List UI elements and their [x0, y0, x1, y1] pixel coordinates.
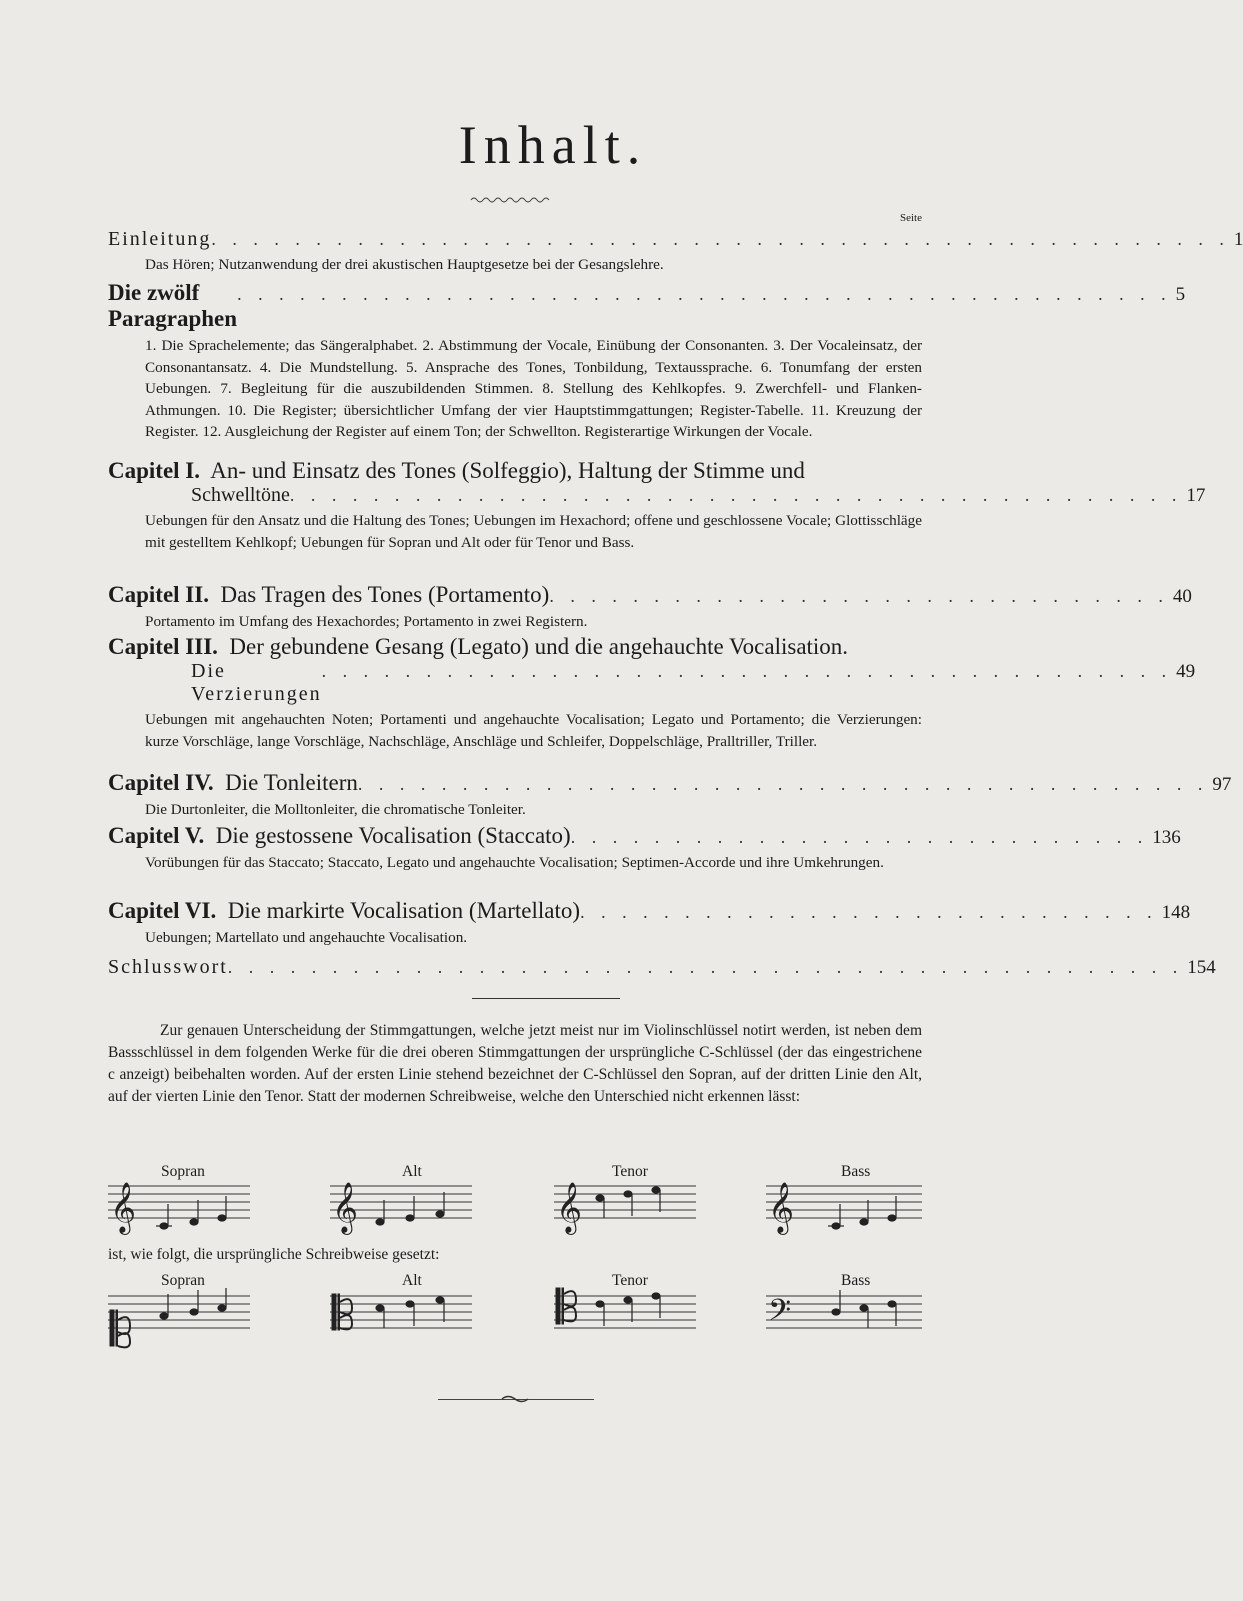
- voice-label-tenor-original: Tenor: [612, 1272, 648, 1289]
- toc-subtext: 1. Die Sprachelemente; das Sängeralphabet. 2. Abstimmung der Vocale, Einübung der Consonanten. 3. Der Vocaleinsatz, der Consonantansatz. 4. Die Mundstellung. 5. Ansprache des Tones, Tonbildung, Textaussprache. 6. Tonumfang der ersten Uebungen. 7. Begleitung für die auszubildenden Stimmen. 8. Stellung des Kehlkopfes. 9. Zwerchfell- und Flanken-Athmungen. 10. Die Register; übersichtlicher Umfang der vier Hauptstimmgattungen; Register-Tabelle. 11. Kreuzung der Register. 12. Ausgleichung der Register auf einem Ton; der Schwellton. Registerartige Wirkungen der Vocale.: [145, 337, 922, 440]
- transition-text: ist, wie folgt, die ursprüngliche Schreibweise gesetzt:: [108, 1246, 440, 1263]
- toc-lead: Capitel IV.: [108, 770, 214, 795]
- voice-label-alt: Alt: [402, 1163, 422, 1180]
- toc-page: 1: [1233, 229, 1243, 250]
- seite-label: Seite: [900, 212, 922, 224]
- toc-lead: Capitel III.: [108, 634, 218, 659]
- toc-page: 5: [1175, 284, 1186, 305]
- toc-entry-capitel-5: Capitel V. Die gestossene Vocalisation (Staccato) . . . . . . . . . . . . . . . . . . . . . . . . . . . . 136 Vorübungen für das Staccato; Staccato, Legato und angehauchte Vocalisation; Septimen-Accorde und ihre Umkehrungen.: [108, 823, 922, 874]
- toc-entry-capitel-1: Capitel I. An- und Einsatz des Tones (Solfeggio), Haltung der Stimme und Schwelltöne . . . . . . . . . . . . . . . . . . . . . . . . . . . . . . . . . . . . . . . . . . . 17 Uebungen für den Ansatz und die Haltung des Tones; Uebungen im Hexachord; offene und geschlossene Vocale; Glottisschläge mit gestelltem Kehlkopf; Uebungen für Sopran und Alt oder für Tenor und Bass.: [108, 458, 922, 553]
- toc-heading: An- und Einsatz des Tones (Solfeggio), Haltung der Stimme und: [210, 458, 805, 483]
- toc-lead: Capitel VI.: [108, 898, 217, 923]
- toc-page: 148: [1161, 902, 1191, 923]
- clef-paragraph: Zur genauen Unterscheidung der Stimmgattungen, welche jetzt meist nur im Violinschlüssel notirt werden, ist neben dem Bassschlüssel in dem folgenden Werke für die drei oberen Stimmgattungen der ursprüngliche C-Schlüssel (der das eingestrichene c anzeigt) beibehalten worden. Auf der ersten Linie stehend bezeichnet der C-Schlüssel den Sopran, auf der dritten Linie den Alt, auf der vierten Linie den Tenor. Statt der modernen Schreibweise, welche den Unterschied nicht erkennen lässt:: [108, 1022, 922, 1105]
- toc-lead: Capitel II.: [108, 582, 209, 607]
- toc-page: 154: [1187, 957, 1216, 978]
- toc-continuation: Die Verzierungen: [191, 660, 322, 705]
- toc-lead: Schlusswort: [108, 956, 228, 978]
- ornament-icon: [471, 195, 551, 205]
- toc-lead: Einleitung: [108, 228, 212, 250]
- voice-label-sopran-original: Sopran: [161, 1272, 205, 1289]
- toc-entry-capitel-3: Capitel III. Der gebundene Gesang (Legato) und die angehauchte Vocalisation. Die Verzierungen . . . . . . . . . . . . . . . . . . . . . . . . . . . . . . . . . . . . . . . . . 49 Uebungen mit angehauchten Noten; Portamenti und angehauchte Vocalisation; Legato und Portamento; die Verzierungen: kurze Vorschläge, lange Vorschläge, Nachschläge, Anschläge und Schleifer, Doppelschläge, Pralltriller, Triller.: [108, 634, 922, 752]
- toc-heading: Die Tonleitern: [225, 770, 358, 795]
- voice-label-sopran: Sopran: [161, 1163, 205, 1180]
- toc-page: 40: [1172, 586, 1192, 607]
- toc-subtext: Vorübungen für das Staccato; Staccato, Legato und angehauchte Vocalisation; Septimen-Accorde und ihre Umkehrungen.: [145, 854, 884, 871]
- toc-entry-capitel-6: Capitel VI. Die markirte Vocalisation (Martellato) . . . . . . . . . . . . . . . . . . . . . . . . . . . . 148 Uebungen; Martellato und angehauchte Vocalisation.: [108, 898, 922, 949]
- toc-subtext: Das Hören; Nutzanwendung der drei akustischen Hauptgesetze bei der Gesangslehre.: [145, 256, 664, 273]
- toc-heading: Der gebundene Gesang (Legato) und die angehauchte Vocalisation.: [229, 634, 849, 659]
- svg-text:𝄞: 𝄞: [768, 1182, 795, 1233]
- toc-lead: Capitel I.: [108, 458, 200, 483]
- toc-page: 136: [1152, 827, 1181, 848]
- toc-entry-capitel-4: Capitel IV. Die Tonleitern . . . . . . . . . . . . . . . . . . . . . . . . . . . . . . . . . . . . . . . . . 97 Die Durtonleiter, die Molltonleiter, die chromatische Tonleiter.: [108, 770, 922, 821]
- toc-subtext: Uebungen; Martellato und angehauchte Vocalisation.: [145, 929, 468, 946]
- toc-heading: Die gestossene Vocalisation (Staccato): [215, 823, 571, 848]
- svg-text:𝄞: 𝄞: [110, 1182, 137, 1233]
- page-title: Inhalt.: [458, 115, 648, 175]
- voice-label-tenor: Tenor: [612, 1163, 648, 1180]
- svg-text:𝄢: 𝄢: [768, 1294, 792, 1335]
- toc-lead: Capitel V.: [108, 823, 205, 848]
- toc-entry-paragraphen: Die zwölf Paragraphen . . . . . . . . . . . . . . . . . . . . . . . . . . . . . . . . . . . . . . . . . . . . . 5 1. Die Sprachelemente; das Sängeralphabet. 2. Abstimmung der Vocale, Einübung der Consonanten. 3. Der Vocaleinsatz, der Consonantansatz. 4. Die Mundstellung. 5. Ansprache des Tones, Tonbildung, Textaussprache. 6. Tonumfang der ersten Uebungen. 7. Begleitung für die auszubildenden Stimmen. 8. Stellung des Kehlkopfes. 9. Zwerchfell- und Flanken-Athmungen. 10. Die Register; übersichtlicher Umfang der vier Hauptstimmgattungen; Register-Tabelle. 11. Kreuzung der Register. 12. Ausgleichung der Register auf einem Ton; der Schwellton. Registerartige Wirkungen der Vocale.: [108, 280, 922, 443]
- toc-page: 97: [1212, 774, 1232, 795]
- original-notation-staves: [104, 1288, 924, 1352]
- toc-subtext: Uebungen für den Ansatz und die Haltung des Tones; Uebungen im Hexachord; offene und geschlossene Vocale; Glottisschläge mit gestelltem Kehlkopf; Uebungen für Sopran und Alt oder für Tenor und Bass.: [145, 512, 922, 551]
- divider: [472, 998, 620, 999]
- toc-subtext: Portamento im Umfang des Hexachordes; Portamento in zwei Registern.: [145, 613, 588, 630]
- voice-label-alt-original: Alt: [402, 1272, 422, 1289]
- toc-heading: Das Tragen des Tones (Portamento): [220, 582, 550, 607]
- toc-entry-einleitung: Einleitung . . . . . . . . . . . . . . . . . . . . . . . . . . . . . . . . . . . . . . . . . . . . . . . . . 1 Das Hören; Nutzanwendung der drei akustischen Hauptgesetze bei der Gesangslehre.: [108, 228, 922, 276]
- svg-text:𝄞: 𝄞: [556, 1182, 583, 1233]
- toc-entry-capitel-2: Capitel II. Das Tragen des Tones (Portamento) . . . . . . . . . . . . . . . . . . . . . . . . . . . . . . 40 Portamento im Umfang des Hexachordes; Portamento in zwei Registern.: [108, 582, 922, 633]
- toc-page: 49: [1176, 661, 1196, 682]
- toc-entry-schlusswort: Schlusswort . . . . . . . . . . . . . . . . . . . . . . . . . . . . . . . . . . . . . . . . . . . . . . 154: [108, 956, 1216, 978]
- bottom-ornament-icon: [500, 1394, 530, 1404]
- modern-notation-staves: [104, 1178, 924, 1234]
- voice-label-bass-original: Bass: [841, 1272, 871, 1289]
- toc-continuation: Schwelltöne: [191, 484, 290, 506]
- toc-subtext: Uebungen mit angehauchten Noten; Portamenti und angehauchte Vocalisation; Legato und Portamento; die Verzierungen: kurze Vorschläge, lange Vorschläge, Nachschläge, Anschläge und Schleifer, Doppelschläge, Pralltriller, Triller.: [145, 711, 922, 750]
- toc-page: 17: [1186, 485, 1206, 506]
- toc-heading: Die markirte Vocalisation (Martellato): [227, 898, 581, 923]
- toc-subtext: Die Durtonleiter, die Molltonleiter, die chromatische Tonleiter.: [145, 801, 526, 818]
- svg-text:𝄞: 𝄞: [332, 1182, 359, 1233]
- voice-label-bass: Bass: [841, 1163, 871, 1180]
- toc-lead: Die zwölf Paragraphen: [108, 280, 238, 331]
